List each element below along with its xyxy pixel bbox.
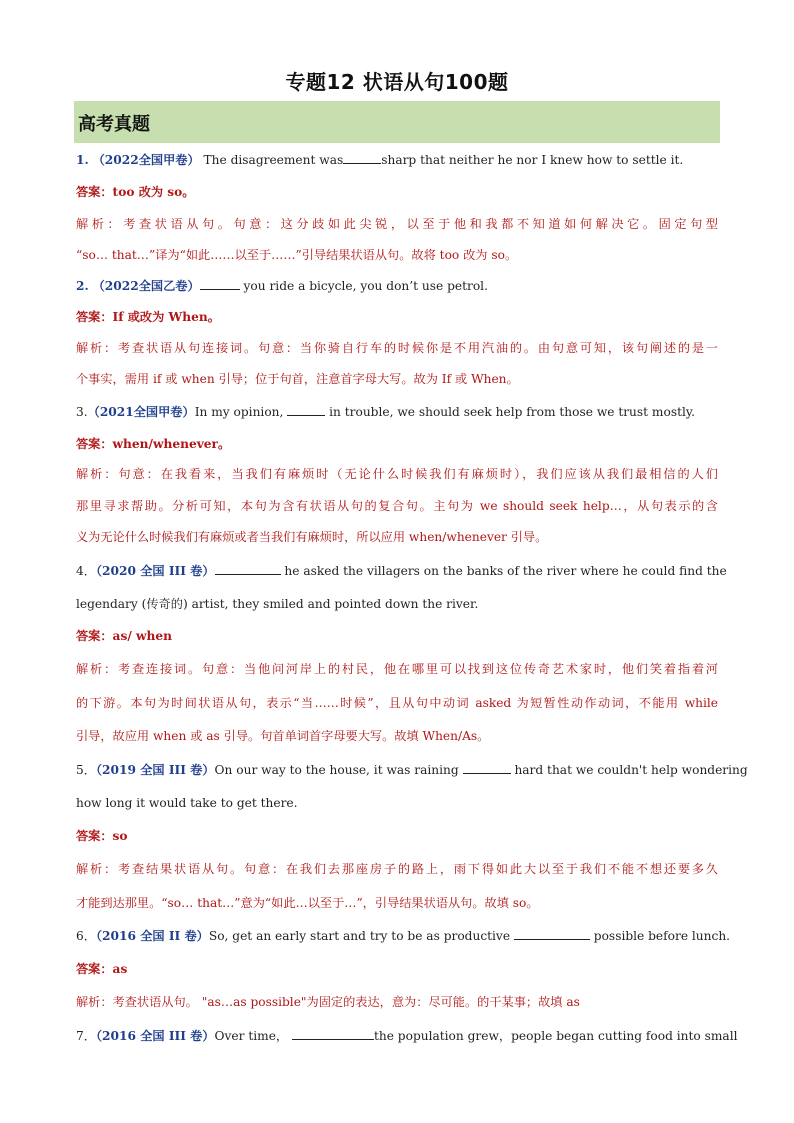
question-number: 5． <box>76 763 96 777</box>
analysis-4-line-1: 解析：考查连接词。句意：当他问河岸上的村民，他在哪里可以找到这位传奇艺术家时，他们笑着指着河 <box>76 662 718 676</box>
question-number: 1. <box>76 153 89 167</box>
analysis-1-line-2: “so… that…”译为“如此……以至于……”引导结果状语从句。故将 too 改为 so。 <box>76 248 518 262</box>
question-text: the population grew，people began cutting food into small <box>373 1029 738 1043</box>
analysis-1-line-1: 解析：考查状语从句。句意：这分歧如此尖锐，以至于他和我都不知道如何解决它。固定句型 <box>76 217 718 231</box>
question-text: in trouble, we should seek help from those we trust mostly. <box>329 405 696 419</box>
analysis-5-line-1: 解析：考查结果状语从句。句意：在我们去那座房子的路上，雨下得如此大以至于我们不能不想还要多久 <box>76 862 718 876</box>
answer-blank <box>200 278 240 290</box>
answer-blank <box>463 762 511 774</box>
question-3 <box>76 404 718 420</box>
question-2 <box>76 278 718 294</box>
question-4 <box>76 563 727 579</box>
question-text: The disagreement was <box>203 153 344 167</box>
answer-3: 答案：when/whenever。 <box>76 437 231 451</box>
answer-blank <box>215 563 281 575</box>
analysis-6-line-1: 解析：考查状语从句。 "as…as possible"为固定的表达，意为：尽可能。的干某事；故填 as <box>76 995 580 1009</box>
answer-blank <box>514 928 590 940</box>
answer-1: 答案：too 改为 so。 <box>76 185 195 199</box>
question-number: 4． <box>76 564 96 578</box>
question-text: Over time， <box>214 1029 289 1043</box>
answer-blank <box>287 404 325 416</box>
question-source: （2020 全国 III 卷） <box>95 564 215 578</box>
question-number: 7． <box>76 1029 96 1043</box>
answer-5: 答案：so <box>76 829 128 843</box>
question-source: （2019 全国 III 卷） <box>95 763 215 777</box>
question-source: （2016 全国 III 卷） <box>95 1029 215 1043</box>
question-text: So, get an early start and try to be as productive <box>208 929 511 943</box>
question-text: hard that we couldn't help wondering <box>514 763 748 777</box>
question-5-continued: how long it would take to get there. <box>76 796 298 810</box>
question-5 <box>76 762 748 778</box>
page-title: 专题12 状语从句100题 <box>285 70 509 94</box>
question-source: （2022全国甲卷） <box>92 153 200 167</box>
question-4-continued: legendary (传奇的) artist, they smiled and pointed down the river. <box>76 597 479 611</box>
answer-blank <box>343 152 381 164</box>
answer-blank <box>292 1028 374 1040</box>
section-title: 高考真题 <box>78 114 150 135</box>
analysis-4-line-3: 引导，故应用 when 或 as 引导。句首单词首字母要大写。故填 When/As。 <box>76 729 490 743</box>
answer-6: 答案：as <box>76 962 128 976</box>
question-source: （2022全国乙卷） <box>92 279 200 293</box>
question-6 <box>76 928 731 944</box>
analysis-3-line-2: 那里寻求帮助。分析可知，本句为含有状语从句的复合句。主句为 we should seek help…，从句表示的含 <box>76 499 718 513</box>
question-source: （2016 全国 II 卷） <box>95 929 209 943</box>
question-text: possible before lunch. <box>593 929 731 943</box>
question-text: sharp that neither he nor I knew how to settle it. <box>381 153 684 167</box>
analysis-4-line-2: 的下游。本句为时间状语从句，表示“当……时候”，且从句中动词 asked 为短暂性动作动词，不能用 while <box>76 696 718 710</box>
question-text: you ride a bicycle, you don’t use petrol. <box>243 279 488 293</box>
analysis-2-line-2: 个事实，需用 if 或 when 引导；位于句首，注意首字母大写。故为 If 或 When。 <box>76 372 519 386</box>
question-text: he asked the villagers on the banks of the river where he could find the <box>284 564 727 578</box>
question-text: In my opinion, <box>194 405 284 419</box>
analysis-2-line-1: 解析：考查状语从句连接词。句意：当你骑自行车的时候你是不用汽油的。由句意可知，该句阐述的是一 <box>76 341 718 355</box>
answer-2: 答案：If 或改为 When。 <box>76 310 220 324</box>
analysis-5-line-2: 才能到达那里。“so… that…”意为“如此…以至于…”，引导结果状语从句。故填 so。 <box>76 896 539 910</box>
analysis-3-line-3: 义为无论什么时候我们有麻烦或者当我们有麻烦时，所以应用 when/whenever 引导。 <box>76 530 548 544</box>
question-number: 6． <box>76 929 96 943</box>
section-header <box>74 101 720 143</box>
question-1 <box>76 152 718 168</box>
analysis-3-line-1: 解析：句意：在我看来，当我们有麻烦时（无论什么时候我们有麻烦时），我们应该从我们最相信的人们 <box>76 467 718 481</box>
answer-4: 答案：as/ when <box>76 629 172 643</box>
question-source: （2021全国甲卷） <box>87 405 195 419</box>
question-text: On our way to the house, it was raining <box>214 763 459 777</box>
question-number: 3. <box>76 405 88 419</box>
question-number: 2. <box>76 279 89 293</box>
question-7 <box>76 1028 738 1044</box>
